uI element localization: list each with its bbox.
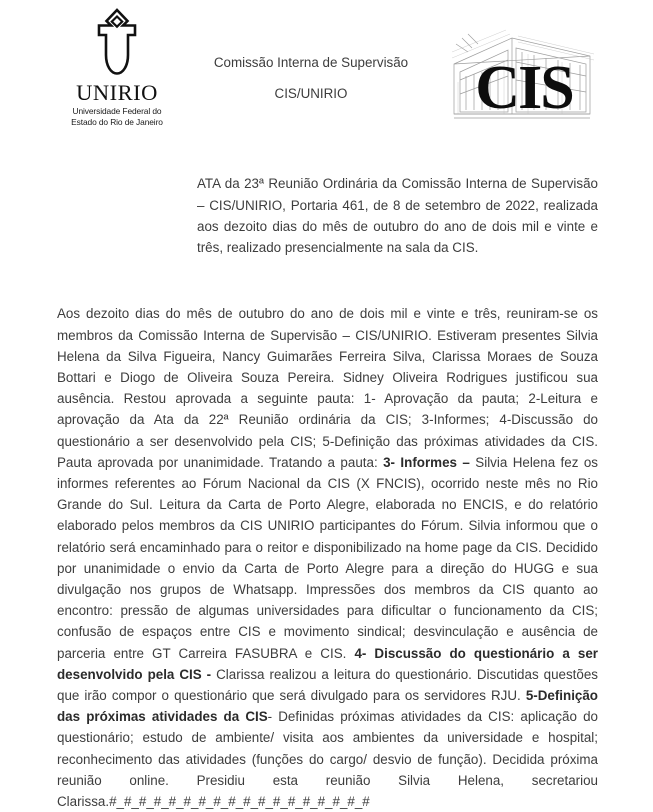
minutes-heading-segment: 3- Informes –	[383, 454, 476, 470]
minutes-paragraph	[57, 303, 598, 812]
minutes-heading-segment: 4- Discussão do questionário a ser desenvolvido pela CIS -	[57, 645, 598, 682]
header-title-line2: CIS/UNIRIO	[274, 86, 348, 101]
cis-building-icon	[452, 22, 596, 128]
header-title	[180, 55, 442, 101]
minutes-text-segment: Aos dezoito dias do mês de outubro do ano de dois mil e vinte e três, reuniram-se os membros da Comissão Interna de Supervisão – CIS/UNIRIO. Estiveram presentes Silvia Helena da Silva Figueira, Nancy Guimarães Ferreira Silva, Clarissa Moraes de Souza Bottari e Diogo de Oliveira Souza Pereira. Sidney Oliveira Rodrigues justificou sua ausência. Restou aprovada a seguinte pauta: 1- Aprovação da pauta; 2-Leitura e aprovação da Ata da 22ª Reunião ordinária da CIS; 3-Informes; 4-Discussão do questionário a ser desenvolvido pela CIS; 5-Definição das próximas atividades da CIS. Pauta aprovada por unanimidade. Tratando a pauta:	[57, 306, 598, 470]
ata-summary-paragraph: ATA da 23ª Reunião Ordinária da Comissão Interna de Supervisão – CIS/UNIRIO, Portaria 461, de 8 de setembro de 2022, realizada aos dezoito dias do mês de outubro do ano de dois mil e vinte e três, realizado presencialmente na sala da CIS.	[197, 176, 598, 255]
header-title-line1: Comissão Interna de Supervisão	[213, 55, 409, 70]
unirio-subtitle-line1: Universidade Federal do	[72, 105, 162, 116]
document-header	[0, 0, 653, 140]
minutes-heading-segment: 5-Definição das próximas atividades da CIS	[57, 688, 598, 725]
unirio-wordmark: UNIRIO	[76, 80, 158, 105]
unirio-logo	[58, 8, 176, 130]
unirio-emblem-icon	[67, 8, 167, 80]
minutes-text-segment: Clarissa realizou a leitura do questionário. Discutidas questões que irão compor o questionário que será divulgado para os servidores RJU.	[57, 666, 598, 704]
minutes-text-segment: Silvia Helena fez os informes referentes ao Fórum Nacional da CIS (X FNCIS), ocorrido neste mês no Rio Grande do Sul. Leitura da Carta de Porto Alegre, elaborada no ENCIS, e do relatório elaborado pelos membros da CIS UNIRIO participantes do Fórum. Silvia informou que o relatório será encaminhado para o reitor e disponibilizado na home page da CIS. Decidido por unanimidade o envio da Carta de Porto Alegre para a direção do HUGG e sua divulgação nos grupos de Whatsapp. Impressões dos membros da CIS quanto ao encontro: pressão de algumas universidades para dificultar o funcionamento da CIS; confusão de espaços entre CIS e movimento sindical; desvinculação e ausência de parceria entre GT Carreira FASUBRA e CIS.	[57, 454, 598, 661]
minutes-text-segment: - Definidas próximas atividades da CIS: aplicação do questionário; estudo de ambiente/ visita aos ambientes da universidade e hospital; reconhecimento das atividades (funções do cargo/ desvio de função). Decidida próxima reunião online. Presidiu esta reunião Silvia Helena, secretariou Clarissa.#_#_#_#_#_#_#_#_#_#_#_#_#_#_#_#_#_#	[57, 709, 598, 810]
unirio-subtitle-line2: Estado do Rio de Janeiro	[71, 116, 163, 127]
svg-text:CIS: CIS	[475, 54, 573, 122]
cis-logo	[452, 22, 596, 128]
